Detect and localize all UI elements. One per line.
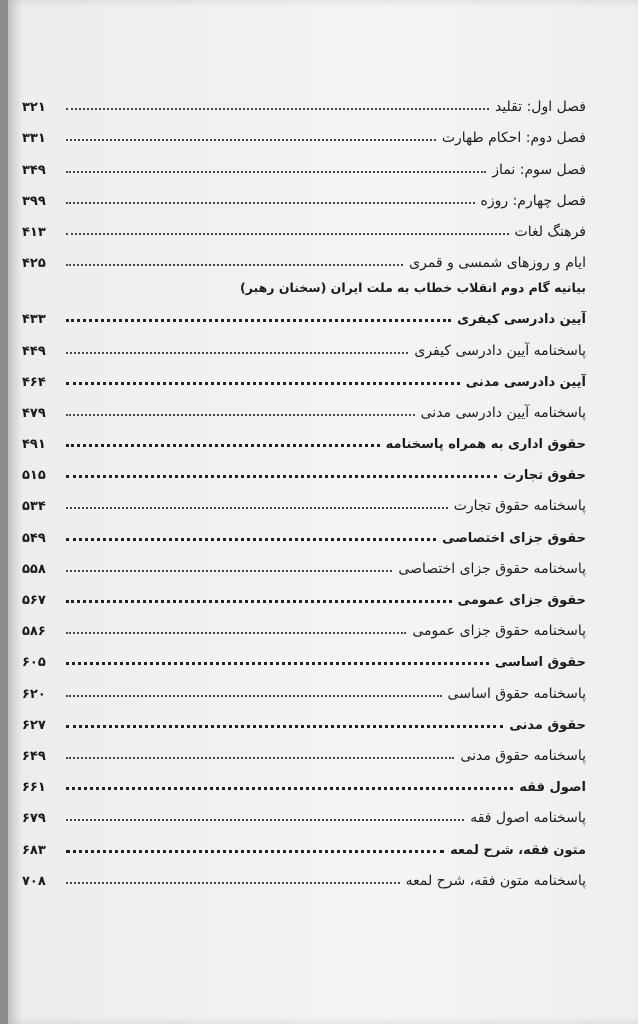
toc-entry-title: فرهنگ لغات	[514, 223, 586, 240]
toc-entry	[22, 735, 586, 766]
toc-entry-title: پاسخنامه حقوق جزای اختصاصی	[398, 560, 586, 577]
toc-entry-title: آیین دادرسی مدنی	[465, 374, 586, 390]
toc-page-number: ۴۷۹	[22, 405, 46, 421]
dot-leader	[66, 570, 392, 572]
toc-page-number: ۶۷۹	[22, 811, 46, 827]
book-page	[8, 0, 638, 1024]
toc-entry-title: حقوق اداری به همراه پاسخنامه	[385, 437, 586, 453]
toc-page-number: ۴۲۵	[22, 256, 46, 272]
toc-entry	[22, 117, 586, 148]
toc-entry	[22, 516, 586, 547]
toc-entry-title: پاسخنامه اصول فقه	[470, 810, 586, 827]
toc-entry-title: پاسخنامه حقوق جزای عمومی	[412, 623, 586, 640]
dot-leader	[66, 632, 406, 634]
toc-page-number: ۳۲۱	[22, 100, 46, 116]
toc-page-number: ۴۹۱	[22, 437, 46, 453]
toc-entry-title: پاسخنامه آیین دادرسی مدنی	[420, 404, 586, 421]
dot-leader	[66, 108, 489, 110]
toc-page-number: ۵۸۶	[22, 624, 46, 640]
toc-entry	[22, 211, 586, 242]
toc-entry-title: فصل دوم: احکام طهارت	[441, 130, 586, 147]
toc-page-number: ۳۳۱	[22, 131, 46, 147]
toc-entry-title: اصول فقه	[519, 780, 586, 796]
toc-entry-title: پاسخنامه حقوق تجارت	[453, 498, 586, 515]
toc-page-number: ۷۰۸	[22, 873, 46, 889]
dot-leader	[66, 319, 451, 322]
dot-leader	[66, 757, 454, 759]
dot-leader	[66, 475, 497, 478]
toc-page-number: ۴۱۳	[22, 224, 46, 240]
toc-entry-title: حقوق مدنی	[509, 717, 586, 733]
toc-page-number: ۶۴۹	[22, 748, 46, 764]
toc-entry	[22, 423, 586, 454]
toc-entry	[22, 329, 586, 360]
dot-leader	[66, 662, 489, 665]
dot-leader	[66, 507, 448, 509]
toc-entry-title: فصل سوم: نماز	[492, 161, 586, 178]
toc-entry	[22, 548, 586, 579]
dot-leader	[66, 382, 460, 385]
toc-entry	[22, 828, 586, 859]
toc-entry-title: حقوق تجارت	[503, 468, 586, 484]
dot-leader	[66, 850, 444, 853]
toc-page-number: ۶۲۷	[22, 717, 46, 733]
toc-entry	[22, 860, 586, 891]
toc-section-heading	[22, 273, 586, 298]
toc-entry	[22, 392, 586, 423]
toc-entry-title: پاسخنامه حقوق اساسی	[447, 685, 586, 702]
toc-page-number: ۵۴۹	[22, 530, 46, 546]
toc-page-number: ۵۱۵	[22, 468, 46, 484]
toc-page-number: ۶۲۰	[22, 686, 46, 702]
dot-leader	[66, 233, 509, 235]
dot-leader	[66, 444, 380, 447]
toc-page-number: ۶۰۵	[22, 655, 46, 671]
toc-entry	[22, 610, 586, 641]
dot-leader	[66, 171, 486, 173]
toc-entry	[22, 766, 586, 797]
toc-entry-title: ایام و روزهای شمسی و قمری	[409, 255, 586, 272]
toc-page-number: ۴۳۳	[22, 312, 46, 328]
toc-entry	[22, 148, 586, 179]
dot-leader	[66, 139, 436, 141]
toc-entry	[22, 298, 586, 329]
toc-entry	[22, 180, 586, 211]
dot-leader	[66, 600, 452, 603]
toc-page-number: ۵۳۴	[22, 499, 46, 515]
toc-page-number: ۳۴۹	[22, 162, 46, 178]
toc-page-number: ۴۶۴	[22, 374, 46, 390]
toc-entry-title: بیانیه گام دوم انقلاب خطاب به ملت ایران (سخنان رهبر)	[240, 280, 586, 296]
toc-entry	[22, 86, 586, 117]
toc-entry-title: حقوق جزای اختصاصی	[442, 530, 586, 546]
toc-entry-title: فصل چهارم: روزه	[480, 192, 586, 209]
toc-page-number: ۳۹۹	[22, 193, 46, 209]
toc-entry-title: پاسخنامه آیین دادرسی کیفری	[414, 342, 586, 359]
dot-leader	[66, 787, 513, 790]
toc-entry	[22, 242, 586, 273]
toc-page-number: ۴۴۹	[22, 343, 46, 359]
dot-leader	[66, 695, 442, 697]
toc-entry-title: حقوق اساسی	[494, 655, 586, 671]
toc-entry-title: متون فقه، شرح لمعه	[450, 842, 586, 858]
toc-entry-title: حقوق جزای عمومی	[457, 593, 586, 608]
toc-page-number: ۵۵۸	[22, 561, 46, 577]
toc-entry	[22, 579, 586, 610]
dot-leader	[66, 352, 408, 354]
toc-entry	[22, 704, 586, 735]
toc-page-number: ۶۸۳	[22, 842, 46, 858]
toc-entry	[22, 485, 586, 516]
toc-entry-title: آیین دادرسی کیفری	[457, 312, 586, 328]
dot-leader	[66, 819, 464, 821]
dot-leader	[66, 264, 403, 266]
toc-entry-title: فصل اول: تقلید	[494, 99, 586, 116]
toc-entry	[22, 454, 586, 485]
table-of-contents	[22, 86, 586, 891]
dot-leader	[66, 882, 400, 884]
toc-entry	[22, 797, 586, 828]
toc-entry	[22, 361, 586, 392]
dot-leader	[66, 414, 415, 416]
dot-leader	[66, 202, 475, 204]
dot-leader	[66, 725, 503, 728]
toc-entry	[22, 641, 586, 672]
toc-entry-title: پاسخنامه حقوق مدنی	[460, 747, 586, 764]
dot-leader	[66, 538, 436, 541]
toc-entry	[22, 672, 586, 703]
toc-page-number: ۵۶۷	[22, 593, 46, 608]
toc-page-number: ۶۶۱	[22, 780, 46, 796]
toc-entry-title: پاسخنامه متون فقه، شرح لمعه	[405, 872, 586, 889]
